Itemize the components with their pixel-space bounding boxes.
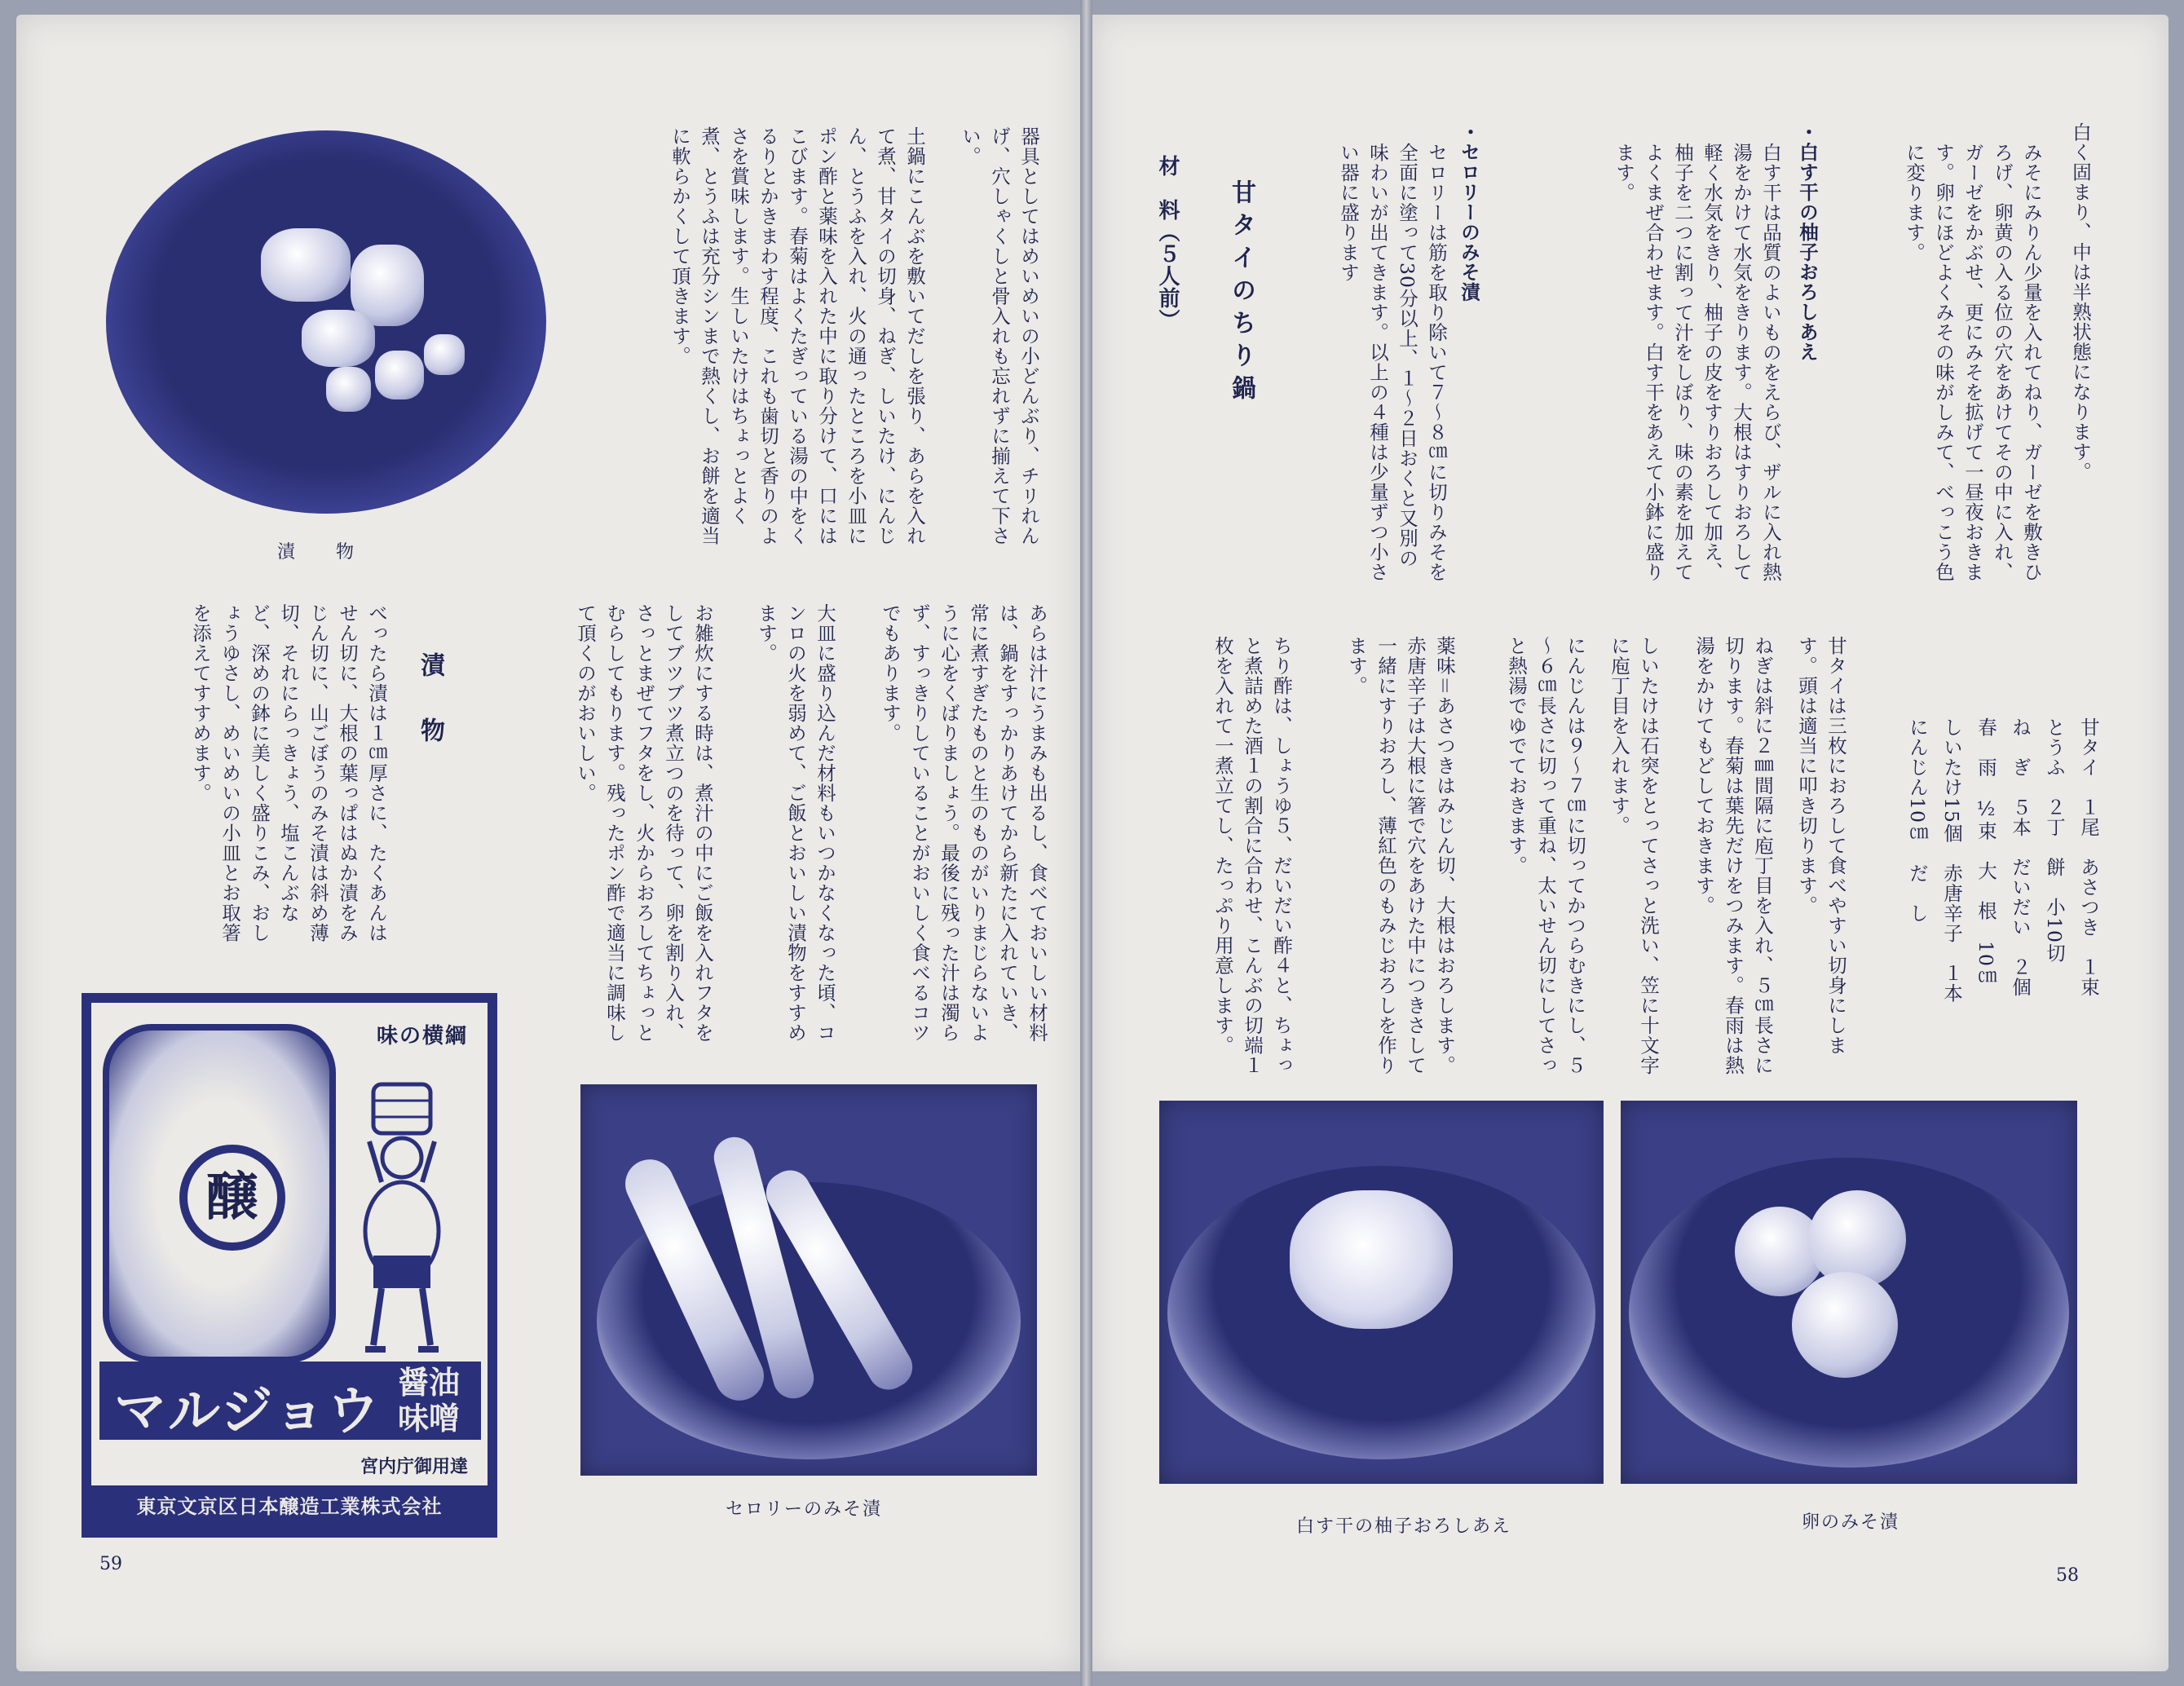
left-column-1: 器具としてはめいめいの小どんぶり、チリれんげ、穴しゃくしと骨入れも忘れずに揃えて下さい。 (959, 126, 1040, 546)
celery-photo (580, 1084, 1037, 1476)
company-name: 東京文京区日本醸造工業株式会社 (91, 1485, 488, 1528)
pickles-heading: 漬 物 (416, 652, 444, 750)
brand-name: マルジョウ (114, 1382, 382, 1442)
egg-photo (1621, 1101, 2077, 1484)
shirasu-photo (1159, 1101, 1604, 1484)
brand-products: 醤油味噌 (398, 1365, 461, 1437)
shirasu-body: 白す干は品質のよいものをえらび、ザルに入れ熱湯をかけて水気をきります。大根はすりおろして軽く水気をきり、柚子の皮をすりおろして加え、柚子を二つに割って汁をしぼり、味の素を加えてよくまぜ合わせます。白す干をあえて小鉢に盛ります。 (1613, 143, 1782, 582)
ingredient-item: 春 雨 ½束 大 根 10㎝ (1974, 717, 1997, 987)
recipe-title: 甘タイのちり鍋 (1227, 179, 1255, 408)
page-number-left: 59 (99, 1554, 122, 1574)
celery-photo-caption: セロリーのみそ漬 (726, 1499, 883, 1520)
step-4: にんじんは９～７㎝に切ってかつらむきにし、５～６㎝長さに切って重ね、太いせん切にしてさっと熱湯でゆでておきます。 (1505, 636, 1586, 1075)
sumo-wrestler-icon (349, 1076, 455, 1370)
pickles-photo-caption: 漬 物 (277, 542, 356, 563)
step-2: ねぎは斜に２㎜間隔に庖丁目を入れ、５㎝長さに切ります。春菊は葉先だけをつみます。春雨は熱湯をかけてもどしておきます。 (1692, 636, 1774, 1075)
shirasu-heading: ・白す干の柚子おろしあえ (1796, 122, 1819, 362)
ingredient-item: しいたけ15個 赤唐辛子 １本 (1940, 717, 1963, 1004)
ingredient-item: 甘タイ １尾 あさつき １束 (2077, 717, 2100, 997)
left-column-3: あらは汁にうまみも出るし、食べておいしい材料は、鍋をすっかりあけてから新たに入れていき、常に煮すぎたものと生のものがいりまじらないように心をくばりましょう。最後に残った汁は濁らず、すっきりしていることがおいしく食べるコツでもあります。 (879, 603, 1048, 1043)
left-column-6: べったら漬は１㎝厚さに、たくあんはせん切に、大根の葉っぱはぬか漬をみじん切に、山ごぼうのみそ漬は斜め薄切、それにらっきょう、塩こんぶなど、深めの鉢に美しく盛りこみ、おしょうゆさし、めいめいの小皿とお取箸を添えてすすめます。 (189, 603, 388, 943)
egg-photo-caption: 卵のみそ漬 (1802, 1512, 1900, 1533)
intro-column-1: 白く固まり、中は半熟状態になります。 (2069, 122, 2092, 482)
page-number-right: 58 (2056, 1565, 2079, 1586)
intro-column-2: みそにみりん少量を入れてねり、ガーゼを敷きひろげ、卵黄の入る位の穴をあけてその中に入れ、ガーゼをかぶせ、更にみそを拡げて一昼夜おきます。卵にほどよくみその味がしみて、べっこう色に変ります。 (1903, 143, 2043, 582)
ingredient-item: とうふ ２丁 餅 小10切 (2043, 717, 2066, 964)
left-column-5: お雑炊にする時は、煮汁の中にご飯を入れフタをしてブツブツ煮立つのを待って、卵を割り入れ、さっとまぜてフタをし、火からおろしてちょっとむらしてもります。残ったポン酢で適当に調味して頂くのがおいしい。 (574, 603, 714, 1043)
ingredient-item: ね ぎ ５本 だいだい ２個 (2009, 717, 2032, 997)
purveyor-text: 宮内庁御用達 (360, 1456, 468, 1477)
step-1: 甘タイは三枚におろして食べやすい切身にします。頭は適当に叩き切ります。 (1795, 636, 1847, 1056)
ingredients-list (1875, 717, 2103, 1060)
brand-emblem: 醸 (179, 1145, 285, 1251)
step-3: しいたけは石突をとってさっと洗い、笠に十文字に庖丁目を入れます。 (1608, 636, 1660, 1075)
celery-heading: ・セロリーのみそ漬 (1458, 122, 1480, 302)
soy-sauce-can (103, 1024, 336, 1363)
pickles-photo (98, 122, 554, 522)
shirasu-photo-caption: 白す干の柚子おろしあえ (1296, 1516, 1512, 1537)
left-column-4: 大皿に盛り込んだ材料もいつかなくなった頃、コンロの火を弱めて、ご飯とおいしい漬物をすすめます。 (755, 603, 836, 1043)
marujo-advertisement (82, 993, 497, 1538)
book-gutter (1080, 0, 1092, 1686)
brand-banner (99, 1362, 481, 1440)
step-5: 薬味＝あさつきはみじん切、大根はおろします。赤唐辛子は大根に箸で穴をあけた中につきさして一緒にすりおろし、薄紅色のもみじおろしを作ります。 (1345, 636, 1456, 1075)
materials-label: 材 料（５人前） (1155, 155, 1180, 331)
left-column-2: 土鍋にこんぶを敷いてだしを張り、あらを入れて煮、甘タイの切身、ねぎ、しいたけ、にんじん、とうふを入れ、火の通ったところを小皿にポン酢と薬味を入れた中に取り分けて、口にはこびます。春菊はよくたぎっている湯の中をくるりとかきまわす程度、これも歯切と香りのよさを賞味します。生しいたけはちょっとよく煮、とうふは充分シンまで熱くし、お餅を適当に軟らかくして頂きます。 (668, 126, 926, 546)
ingredient-item: にんじん10㎝ だ し (1906, 717, 1929, 924)
celery-body: セロリーは筋を取り除いて７～８㎝に切りみそを全面に塗って30分以上、１～２日おくと又別の味わいが出てきます。以上の４種は少量ずつ小さい器に盛ります (1337, 143, 1448, 582)
ad-tagline: 味の横綱 (376, 1024, 468, 1048)
step-6: ちり酢は、しょうゆ５、だいだい酢４と、ちょっと煮詰めた酒１の割合に合わせ、こんぶの切端１枚を入れて一煮立てし、たっぷり用意します。 (1211, 636, 1293, 1075)
